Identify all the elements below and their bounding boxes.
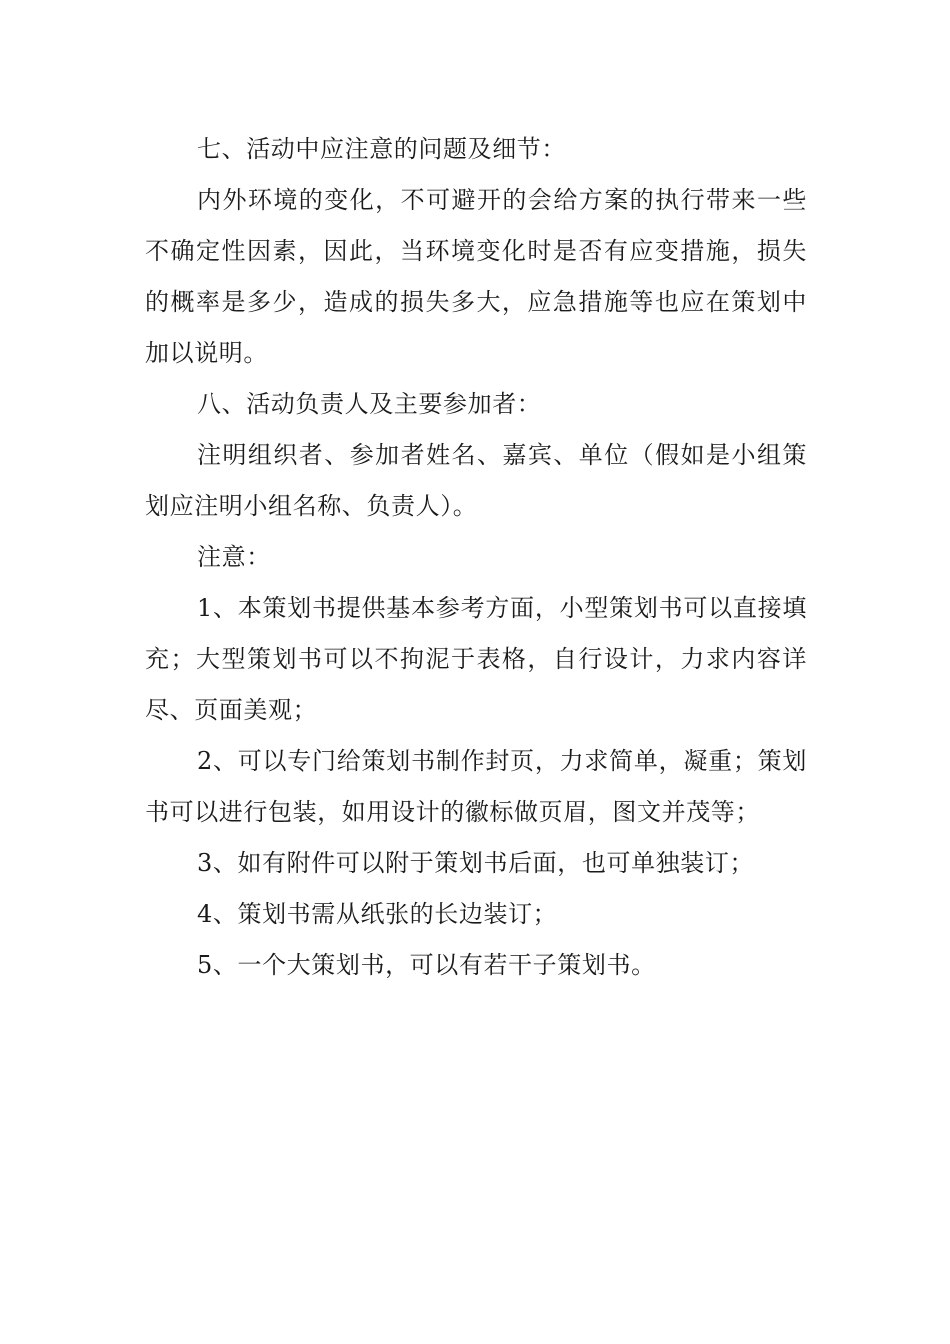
section-heading-8: 八、活动负责人及主要参加者： bbox=[197, 390, 542, 418]
section-heading-7: 七、活动中应注意的问题及细节： bbox=[197, 135, 566, 163]
note-item-3: 3、如有附件可以附于策划书后面，也可单独装订； bbox=[197, 849, 755, 877]
body-paragraph: 内外环境的变化，不可避开的会给方案的执行带来一些不确定性因素，因此，当环境变化时是否有应变措施，损失的概率是多少，造成的损失多大，应急措施等也应在策划中加以说明。 bbox=[145, 186, 807, 367]
body-paragraph: 注明组织者、参加者姓名、嘉宾、单位（假如是小组策划应注明小组名称、负责人）。 bbox=[145, 441, 807, 520]
notes-heading: 注意： bbox=[197, 543, 271, 571]
note-item-5: 5、一个大策划书，可以有若干子策划书。 bbox=[197, 951, 656, 979]
note-item-2: 2、可以专门给策划书制作封页，力求简单，凝重；策划书可以进行包装，如用设计的徽标做页眉，图文并茂等； bbox=[145, 747, 807, 826]
document-body bbox=[145, 124, 807, 991]
note-item-1: 1、本策划书提供基本参考方面，小型策划书可以直接填充；大型策划书可以不拘泥于表格，自行设计，力求内容详尽、页面美观； bbox=[145, 594, 807, 724]
note-item-4: 4、策划书需从纸张的长边装订； bbox=[197, 900, 558, 928]
